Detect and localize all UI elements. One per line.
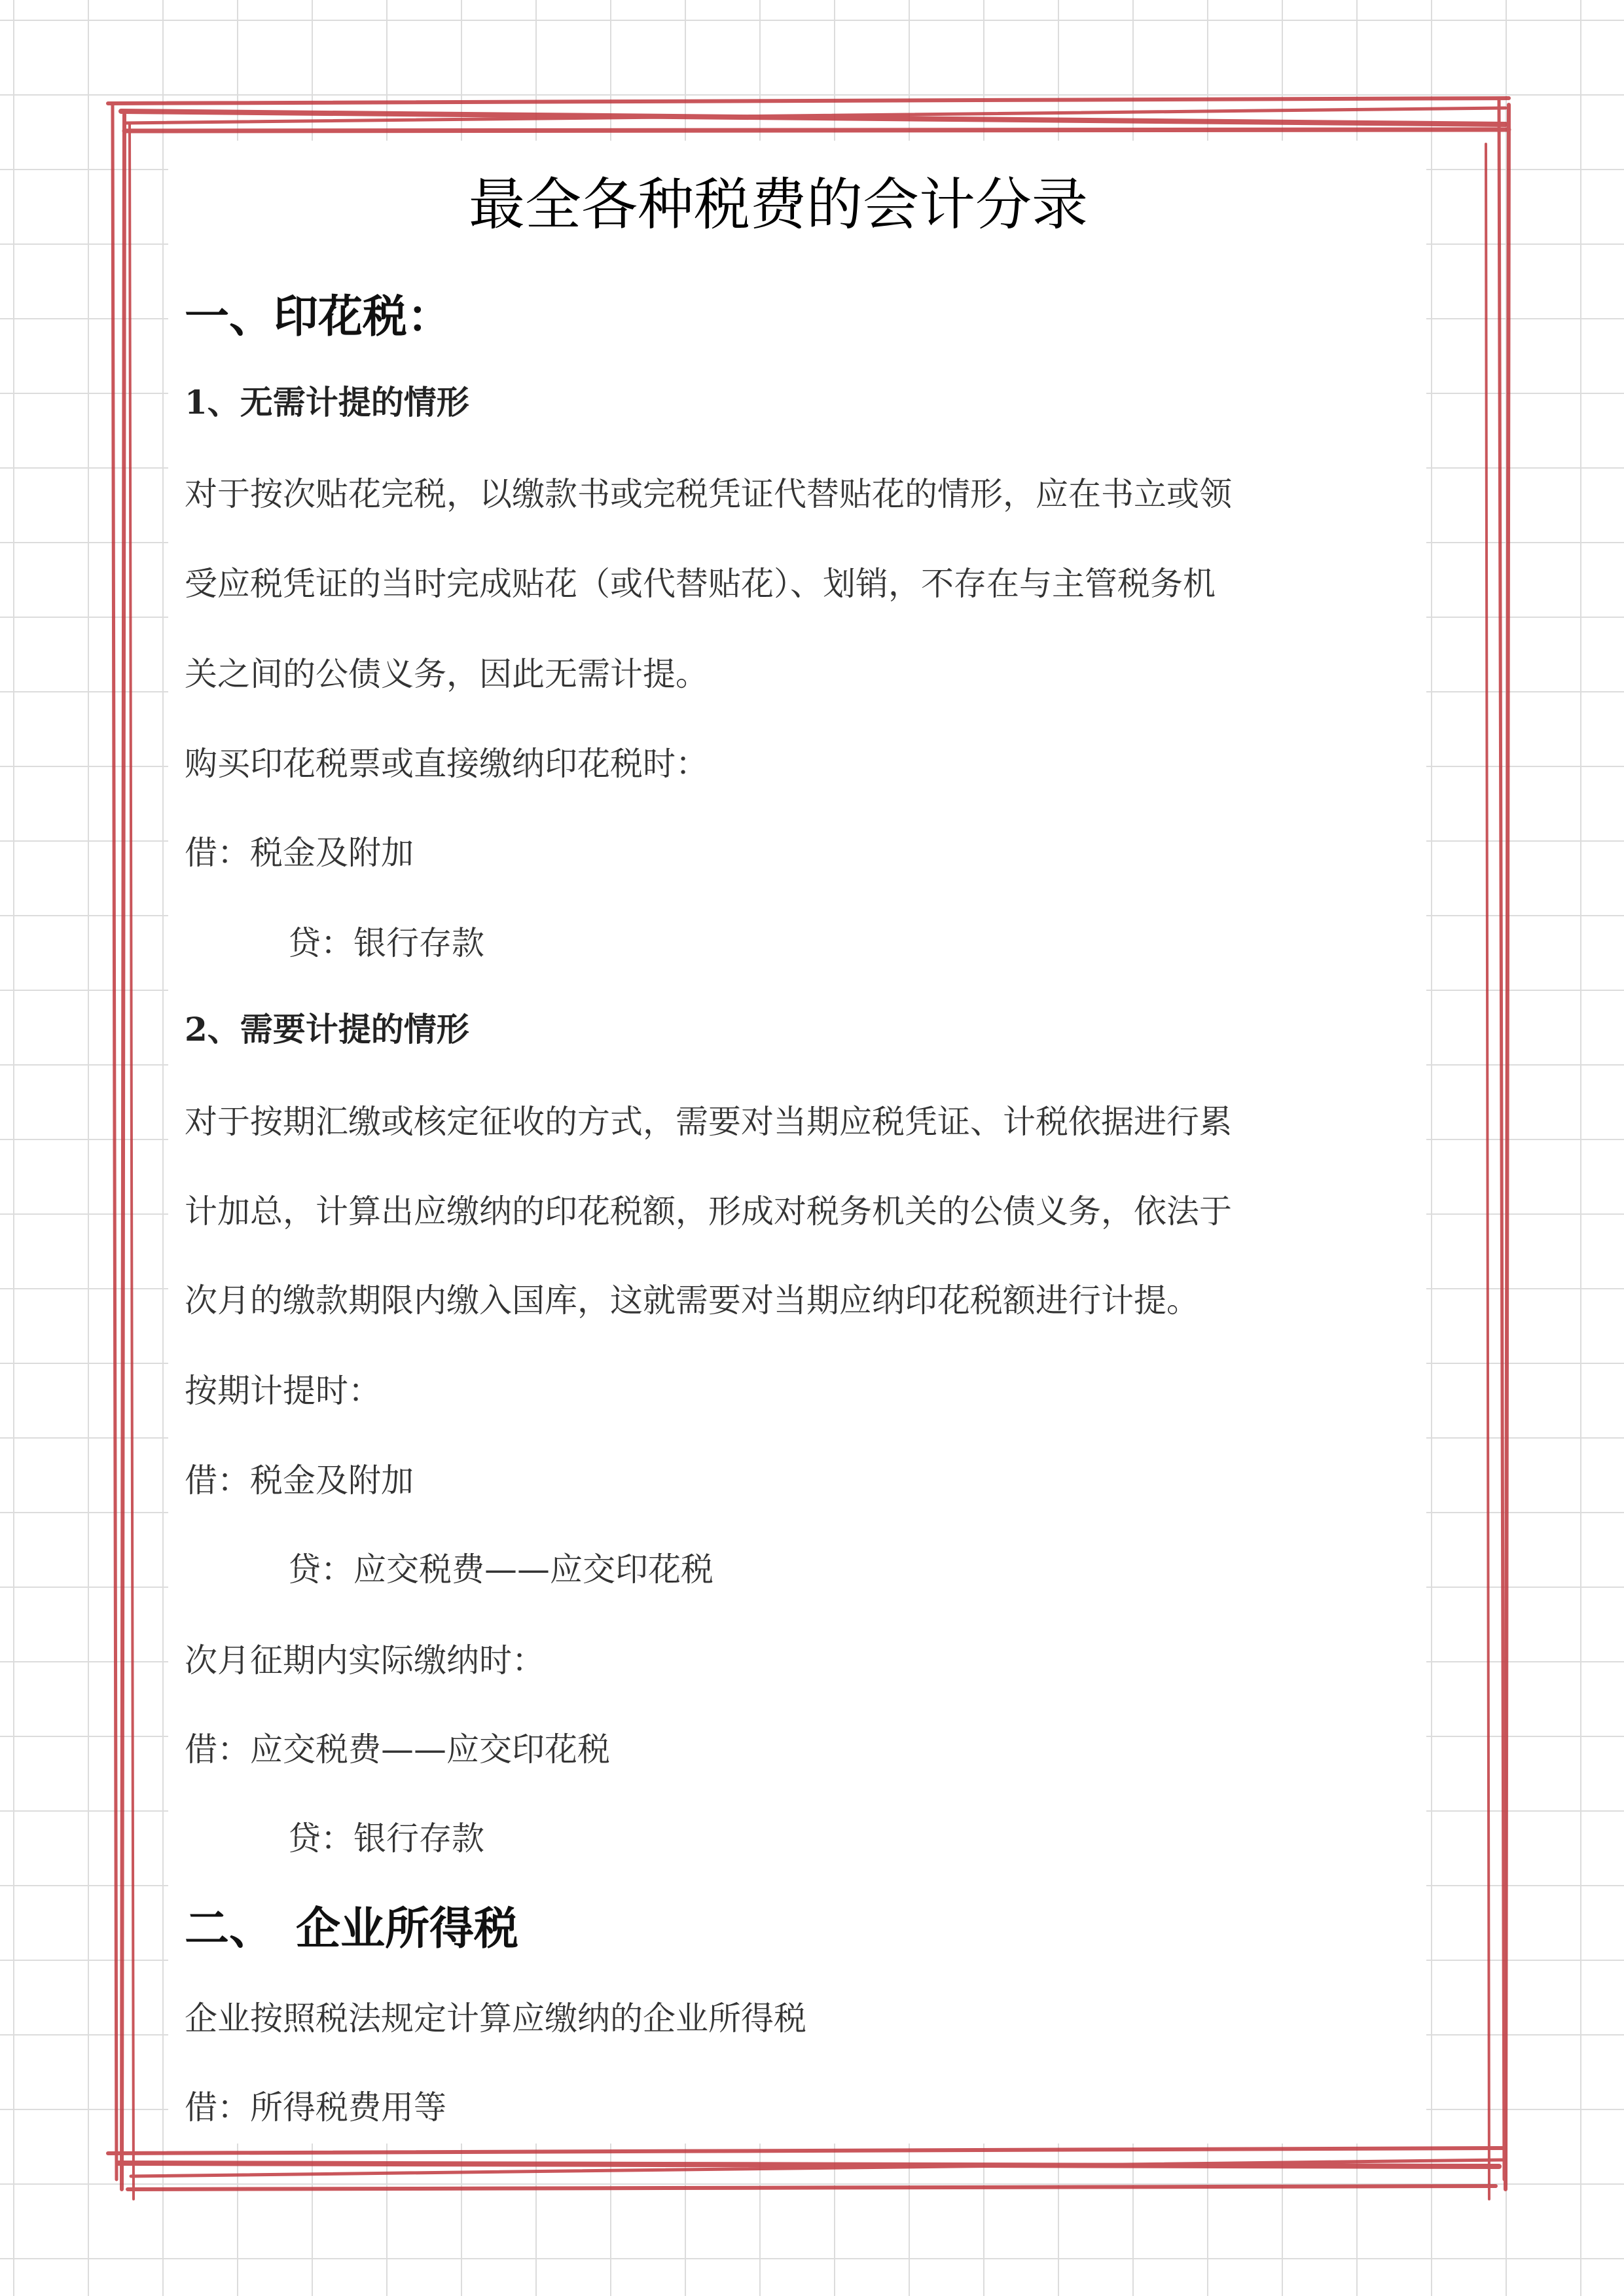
debit-entry: 借：税金及附加 [185,1462,414,1499]
credit-entry: 贷：应交税费——应交印花税 [288,1551,713,1588]
paragraph-line: 对于按期汇缴或核定征收的方式，需要对当期应税凭证、计税依据进行累 [185,1103,1232,1141]
debit-entry: 借：所得税费用等 [185,2089,446,2126]
debit-entry: 借：应交税费——应交印花税 [185,1731,610,1768]
section-heading: 一、印花税： [185,291,452,343]
entry-intro: 次月征期内实际缴纳时： [185,1641,545,1679]
credit-entry: 贷：银行存款 [288,1820,484,1857]
paragraph-line: 受应税凭证的当时完成贴花（或代替贴花）、划销，不存在与主管税务机 [185,565,1216,603]
entry-intro: 购买印花税票或直接缴纳印花税时： [185,745,708,783]
entry-intro: 按期计提时： [185,1372,381,1410]
paragraph-line: 计加总，计算出应缴纳的印花税额，形成对税务机关的公债义务，依法于 [185,1193,1232,1230]
paragraph-line: 关之间的公债义务，因此无需计提。 [185,655,708,693]
paragraph-line: 企业按照税法规定计算应缴纳的企业所得税 [185,2000,806,2037]
credit-entry: 贷：银行存款 [288,924,484,962]
document-title: 最全各种税费的会计分录 [469,172,1088,238]
paragraph-line: 次月的缴款期限内缴入国库，这就需要对当期应纳印花税额进行计提。 [185,1282,1199,1319]
section-heading: 二、 企业所得税 [185,1903,519,1955]
debit-entry: 借：税金及附加 [185,834,414,872]
subheading: 1、无需计提的情形 [185,383,469,422]
subheading: 2、需要计提的情形 [185,1010,469,1049]
paragraph-line: 对于按次贴花完税，以缴款书或完税凭证代替贴花的情形，应在书立或领 [185,475,1232,513]
